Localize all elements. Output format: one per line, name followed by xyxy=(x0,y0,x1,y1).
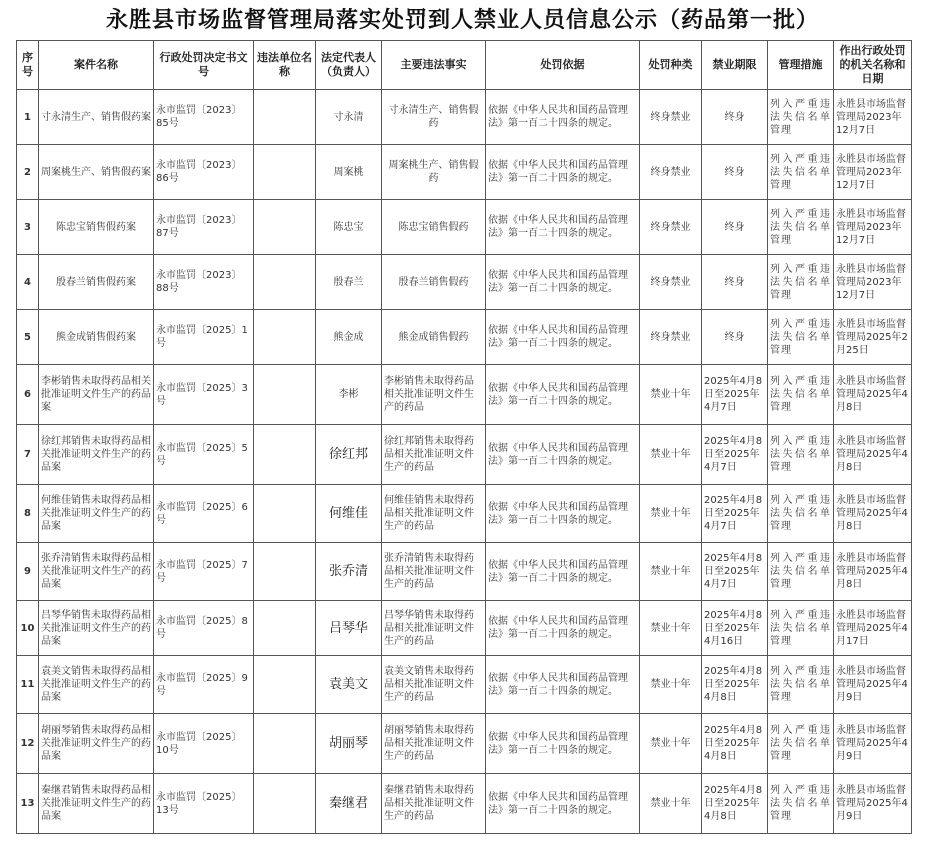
cell-basis: 依据《中华人民共和国药品管理法》第一百二十四条的规定。 xyxy=(486,200,640,255)
cell-measure: 列入严重违法失信名单管理 xyxy=(768,774,834,834)
cell-doc: 永市监罚〔2025〕13号 xyxy=(154,774,254,834)
cell-unit xyxy=(254,543,316,601)
cell-basis: 依据《中华人民共和国药品管理法》第一百二十四条的规定。 xyxy=(486,485,640,543)
cell-fact: 殷春兰销售假药 xyxy=(382,255,486,310)
cell-org: 永胜县市场监督管理局2023年12月7日 xyxy=(834,200,912,255)
table-header-row xyxy=(17,41,912,90)
cell-org: 永胜县市场监督管理局2025年4月9日 xyxy=(834,714,912,774)
cell-case: 袁美文销售未取得药品相关批准证明文件生产的药品案 xyxy=(39,656,154,714)
cell-basis: 依据《中华人民共和国药品管理法》第一百二十四条的规定。 xyxy=(486,425,640,485)
cell-no: 9 xyxy=(17,543,39,601)
cell-basis: 依据《中华人民共和国药品管理法》第一百二十四条的规定。 xyxy=(486,145,640,200)
cell-no: 11 xyxy=(17,656,39,714)
cell-kind: 禁业十年 xyxy=(640,656,702,714)
cell-term: 2025年4月8日至2025年4月7日 xyxy=(702,485,768,543)
header-unit: 违法单位名称 xyxy=(254,41,316,90)
cell-doc: 永市监罚〔2023〕88号 xyxy=(154,255,254,310)
cell-kind: 禁业十年 xyxy=(640,543,702,601)
cell-case: 徐红邦销售未取得药品相关批准证明文件生产的药品案 xyxy=(39,425,154,485)
cell-unit xyxy=(254,774,316,834)
cell-term: 2025年4月8日至2025年4月7日 xyxy=(702,425,768,485)
cell-kind: 禁业十年 xyxy=(640,774,702,834)
cell-case: 周案桃生产、销售假药案 xyxy=(39,145,154,200)
cell-fact: 徐红邦销售未取得药品相关批准证明文件生产的药品 xyxy=(382,425,486,485)
cell-org: 永胜县市场监督管理局2025年4月8日 xyxy=(834,365,912,425)
cell-person: 李彬 xyxy=(316,365,382,425)
cell-term: 2025年4月8日至2025年4月7日 xyxy=(702,543,768,601)
cell-term: 2025年4月8日至2025年4月8日 xyxy=(702,774,768,834)
table-row xyxy=(17,601,912,656)
cell-doc: 永市监罚〔2023〕86号 xyxy=(154,145,254,200)
cell-doc: 永市监罚〔2025〕7号 xyxy=(154,543,254,601)
cell-case: 寸永清生产、销售假药案 xyxy=(39,90,154,145)
table-row xyxy=(17,485,912,543)
cell-person: 袁美文 xyxy=(316,656,382,714)
cell-person: 熊金成 xyxy=(316,310,382,365)
cell-case: 李彬销售未取得药品相关批准证明文件生产的药品案 xyxy=(39,365,154,425)
cell-org: 永胜县市场监督管理局2025年2月25日 xyxy=(834,310,912,365)
cell-no: 13 xyxy=(17,774,39,834)
cell-term: 2025年4月8日至2025年4月7日 xyxy=(702,365,768,425)
table-row xyxy=(17,145,912,200)
cell-no: 1 xyxy=(17,90,39,145)
cell-unit xyxy=(254,601,316,656)
header-doc: 行政处罚决定书文号 xyxy=(154,41,254,90)
cell-fact: 李彬销售未取得药品相关批准证明文件生产的药品 xyxy=(382,365,486,425)
cell-measure: 列入严重违法失信名单管理 xyxy=(768,365,834,425)
cell-doc: 永市监罚〔2025〕5号 xyxy=(154,425,254,485)
cell-kind: 终身禁业 xyxy=(640,90,702,145)
table-row xyxy=(17,425,912,485)
cell-measure: 列入严重违法失信名单管理 xyxy=(768,543,834,601)
cell-org: 永胜县市场监督管理局2023年12月7日 xyxy=(834,90,912,145)
cell-person: 何维佳 xyxy=(316,485,382,543)
cell-no: 6 xyxy=(17,365,39,425)
cell-unit xyxy=(254,365,316,425)
header-term: 禁业期限 xyxy=(702,41,768,90)
cell-unit xyxy=(254,310,316,365)
table-row xyxy=(17,774,912,834)
table-row xyxy=(17,310,912,365)
cell-fact: 寸永清生产、销售假药 xyxy=(382,90,486,145)
cell-basis: 依据《中华人民共和国药品管理法》第一百二十四条的规定。 xyxy=(486,714,640,774)
cell-measure: 列入严重违法失信名单管理 xyxy=(768,255,834,310)
cell-fact: 秦继君销售未取得药品相关批准证明文件生产的药品 xyxy=(382,774,486,834)
cell-case: 何维佳销售未取得药品相关批准证明文件生产的药品案 xyxy=(39,485,154,543)
cell-kind: 禁业十年 xyxy=(640,365,702,425)
cell-doc: 永市监罚〔2025〕3号 xyxy=(154,365,254,425)
cell-measure: 列入严重违法失信名单管理 xyxy=(768,714,834,774)
cell-term: 终身 xyxy=(702,145,768,200)
cell-unit xyxy=(254,200,316,255)
cell-fact: 袁美文销售未取得药品相关批准证明文件生产的药品 xyxy=(382,656,486,714)
cell-kind: 禁业十年 xyxy=(640,425,702,485)
cell-no: 4 xyxy=(17,255,39,310)
cell-org: 永胜县市场监督管理局2025年4月9日 xyxy=(834,656,912,714)
cell-measure: 列入严重违法失信名单管理 xyxy=(768,200,834,255)
cell-case: 陈忠宝销售假药案 xyxy=(39,200,154,255)
table-row xyxy=(17,90,912,145)
cell-unit xyxy=(254,255,316,310)
cell-basis: 依据《中华人民共和国药品管理法》第一百二十四条的规定。 xyxy=(486,656,640,714)
header-no: 序号 xyxy=(17,41,39,90)
table-row xyxy=(17,543,912,601)
cell-term: 2025年4月8日至2025年4月16日 xyxy=(702,601,768,656)
cell-kind: 终身禁业 xyxy=(640,310,702,365)
header-fact: 主要违法事实 xyxy=(382,41,486,90)
cell-no: 12 xyxy=(17,714,39,774)
cell-person: 徐红邦 xyxy=(316,425,382,485)
cell-term: 2025年4月8日至2025年4月8日 xyxy=(702,714,768,774)
cell-unit xyxy=(254,145,316,200)
cell-basis: 依据《中华人民共和国药品管理法》第一百二十四条的规定。 xyxy=(486,90,640,145)
cell-unit xyxy=(254,90,316,145)
header-case: 案件名称 xyxy=(39,41,154,90)
cell-doc: 永市监罚〔2025〕1号 xyxy=(154,310,254,365)
cell-no: 10 xyxy=(17,601,39,656)
cell-doc: 永市监罚〔2025〕10号 xyxy=(154,714,254,774)
header-kind: 处罚种类 xyxy=(640,41,702,90)
cell-fact: 吕琴华销售未取得药品相关批准证明文件生产的药品 xyxy=(382,601,486,656)
table-row xyxy=(17,200,912,255)
cell-term: 终身 xyxy=(702,90,768,145)
cell-no: 8 xyxy=(17,485,39,543)
cell-case: 殷春兰销售假药案 xyxy=(39,255,154,310)
cell-fact: 周案桃生产、销售假药 xyxy=(382,145,486,200)
cell-no: 5 xyxy=(17,310,39,365)
cell-org: 永胜县市场监督管理局2025年4月8日 xyxy=(834,485,912,543)
cell-basis: 依据《中华人民共和国药品管理法》第一百二十四条的规定。 xyxy=(486,255,640,310)
table-row xyxy=(17,714,912,774)
cell-doc: 永市监罚〔2023〕87号 xyxy=(154,200,254,255)
cell-person: 殷春兰 xyxy=(316,255,382,310)
cell-no: 7 xyxy=(17,425,39,485)
header-basis: 处罚依据 xyxy=(486,41,640,90)
header-measure: 管理措施 xyxy=(768,41,834,90)
cell-fact: 何维佳销售未取得药品相关批准证明文件生产的药品 xyxy=(382,485,486,543)
table-row xyxy=(17,255,912,310)
cell-fact: 胡丽琴销售未取得药品相关批准证明文件生产的药品 xyxy=(382,714,486,774)
cell-kind: 禁业十年 xyxy=(640,601,702,656)
cell-term: 终身 xyxy=(702,200,768,255)
cell-measure: 列入严重违法失信名单管理 xyxy=(768,425,834,485)
cell-measure: 列入严重违法失信名单管理 xyxy=(768,90,834,145)
cell-measure: 列入严重违法失信名单管理 xyxy=(768,145,834,200)
cell-fact: 陈忠宝销售假药 xyxy=(382,200,486,255)
cell-measure: 列入严重违法失信名单管理 xyxy=(768,656,834,714)
cell-org: 永胜县市场监督管理局2025年4月9日 xyxy=(834,774,912,834)
cell-person: 周案桃 xyxy=(316,145,382,200)
table-row xyxy=(17,365,912,425)
cell-doc: 永市监罚〔2025〕8号 xyxy=(154,601,254,656)
cell-person: 胡丽琴 xyxy=(316,714,382,774)
cell-fact: 张乔清销售未取得药品相关批准证明文件生产的药品 xyxy=(382,543,486,601)
header-person: 法定代表人（负责人） xyxy=(316,41,382,90)
cell-measure: 列入严重违法失信名单管理 xyxy=(768,485,834,543)
cell-fact: 熊金成销售假药 xyxy=(382,310,486,365)
page-title: 永胜县市场监督管理局落实处罚到人禁业人员信息公示（药品第一批） xyxy=(105,7,819,33)
cell-kind: 禁业十年 xyxy=(640,485,702,543)
cell-org: 永胜县市场监督管理局2023年12月7日 xyxy=(834,255,912,310)
cell-unit xyxy=(254,425,316,485)
cell-org: 永胜县市场监督管理局2023年12月7日 xyxy=(834,145,912,200)
cell-unit xyxy=(254,485,316,543)
cell-term: 终身 xyxy=(702,310,768,365)
cell-kind: 终身禁业 xyxy=(640,145,702,200)
cell-org: 永胜县市场监督管理局2025年4月8日 xyxy=(834,543,912,601)
cell-basis: 依据《中华人民共和国药品管理法》第一百二十四条的规定。 xyxy=(486,365,640,425)
cell-case: 吕琴华销售未取得药品相关批准证明文件生产的药品案 xyxy=(39,601,154,656)
cell-kind: 终身禁业 xyxy=(640,200,702,255)
cell-basis: 依据《中华人民共和国药品管理法》第一百二十四条的规定。 xyxy=(486,310,640,365)
cell-unit xyxy=(254,656,316,714)
cell-basis: 依据《中华人民共和国药品管理法》第一百二十四条的规定。 xyxy=(486,543,640,601)
cell-kind: 禁业十年 xyxy=(640,714,702,774)
cell-doc: 永市监罚〔2025〕6号 xyxy=(154,485,254,543)
cell-doc: 永市监罚〔2023〕85号 xyxy=(154,90,254,145)
cell-person: 吕琴华 xyxy=(316,601,382,656)
cell-person: 秦继君 xyxy=(316,774,382,834)
cell-no: 3 xyxy=(17,200,39,255)
cell-case: 秦继君销售未取得药品相关批准证明文件生产的药品案 xyxy=(39,774,154,834)
header-org: 作出行政处罚的机关名称和日期 xyxy=(834,41,912,90)
cell-measure: 列入严重违法失信名单管理 xyxy=(768,601,834,656)
cell-case: 张乔清销售未取得药品相关批准证明文件生产的药品案 xyxy=(39,543,154,601)
disclosure-table xyxy=(16,40,912,834)
cell-doc: 永市监罚〔2025〕9号 xyxy=(154,656,254,714)
cell-case: 胡丽琴销售未取得药品相关批准证明文件生产的药品案 xyxy=(39,714,154,774)
cell-person: 寸永清 xyxy=(316,90,382,145)
cell-term: 2025年4月8日至2025年4月8日 xyxy=(702,656,768,714)
cell-basis: 依据《中华人民共和国药品管理法》第一百二十四条的规定。 xyxy=(486,774,640,834)
table-row xyxy=(17,656,912,714)
cell-person: 张乔清 xyxy=(316,543,382,601)
cell-unit xyxy=(254,714,316,774)
cell-term: 终身 xyxy=(702,255,768,310)
cell-org: 永胜县市场监督管理局2025年4月8日 xyxy=(834,425,912,485)
cell-kind: 终身禁业 xyxy=(640,255,702,310)
cell-basis: 依据《中华人民共和国药品管理法》第一百二十四条的规定。 xyxy=(486,601,640,656)
cell-person: 陈忠宝 xyxy=(316,200,382,255)
cell-no: 2 xyxy=(17,145,39,200)
cell-org: 永胜县市场监督管理局2025年4月17日 xyxy=(834,601,912,656)
cell-measure: 列入严重违法失信名单管理 xyxy=(768,310,834,365)
cell-case: 熊金成销售假药案 xyxy=(39,310,154,365)
